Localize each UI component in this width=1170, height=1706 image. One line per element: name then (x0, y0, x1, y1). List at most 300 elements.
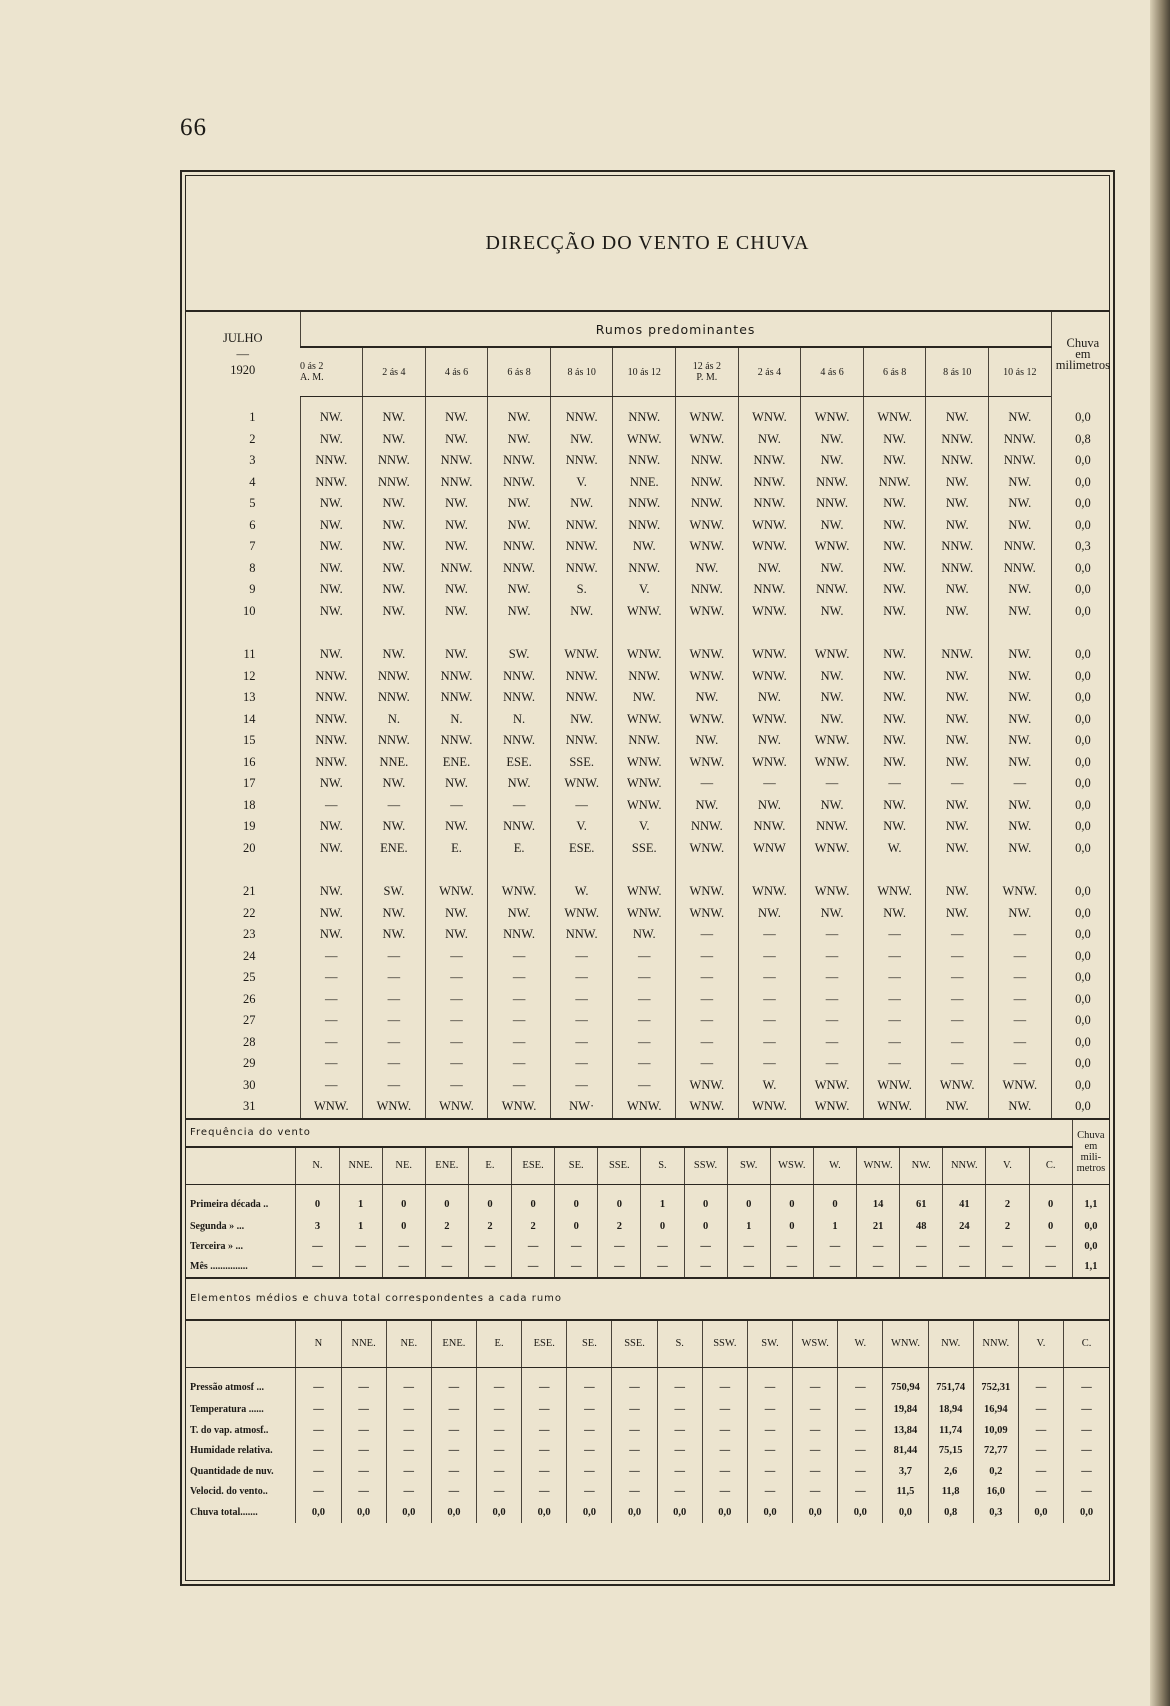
direction-cell: — (613, 989, 676, 1011)
frequency-cell: 0 (684, 1217, 727, 1237)
direction-cell: NNW. (738, 579, 801, 601)
day-cell: 31 (243, 1099, 256, 1114)
elements-cell: — (431, 1367, 476, 1400)
elements-cell: — (1064, 1461, 1109, 1482)
direction-cell: NW. (863, 903, 926, 925)
direction-cell: — (676, 1053, 739, 1075)
direction-cell: — (425, 946, 488, 968)
frequency-cell: 0 (468, 1184, 511, 1217)
direction-cell: NW. (926, 601, 989, 623)
frequency-cell: — (770, 1237, 813, 1257)
table-row (186, 773, 1114, 795)
direction-cell: W. (738, 1075, 801, 1097)
direction-cell: NW. (926, 881, 989, 903)
day-cell: 22 (243, 905, 256, 920)
elements-cell: — (657, 1420, 702, 1441)
direction-cell: NW. (863, 795, 926, 817)
direction-cell: NW. (488, 397, 551, 429)
direction-cell: WNW. (613, 644, 676, 666)
elements-cell: — (477, 1482, 522, 1503)
direction-cell: NNE. (363, 752, 426, 774)
elements-cell: — (386, 1482, 431, 1503)
direction-cell: — (488, 989, 551, 1011)
direction-cell: NNW. (863, 472, 926, 494)
table-row (186, 924, 1114, 946)
rain-cell: 0,0 (1051, 838, 1114, 860)
frequency-group-label: Frequência do vento (186, 1119, 1072, 1147)
direction-cell: — (300, 1010, 363, 1032)
elements-cell: — (431, 1441, 476, 1462)
table-row (186, 946, 1114, 968)
rain-cell: 0,0 (1051, 946, 1114, 968)
table-row (186, 795, 1114, 817)
direction-cell: NW. (300, 429, 363, 451)
day-cell: 27 (243, 1013, 256, 1028)
direction-cell: NW. (425, 773, 488, 795)
elements-cell: — (296, 1400, 341, 1421)
direction-cell: WNW. (863, 1075, 926, 1097)
elements-cell: — (477, 1400, 522, 1421)
rain-cell: 0,0 (1051, 795, 1114, 817)
elements-cell: — (386, 1367, 431, 1400)
elements-column-header: WSW. (793, 1320, 838, 1368)
frequency-cell: 0 (425, 1184, 468, 1217)
direction-cell: — (738, 773, 801, 795)
elements-corner (186, 1320, 296, 1368)
direction-cell: NNW. (613, 730, 676, 752)
direction-cell: NNW. (738, 450, 801, 472)
elements-column-header: ENE. (431, 1320, 476, 1368)
direction-cell: NNW. (613, 493, 676, 515)
direction-cell: — (613, 1053, 676, 1075)
frequency-cell: 0 (512, 1184, 555, 1217)
direction-cell: — (863, 1010, 926, 1032)
direction-cell: NW. (425, 644, 488, 666)
direction-cell: — (300, 946, 363, 968)
table-row (186, 1217, 1109, 1237)
day-cell: 7 (249, 539, 256, 554)
direction-cell: N. (488, 709, 551, 731)
elements-cell: — (793, 1461, 838, 1482)
elements-cell: — (341, 1420, 386, 1441)
direction-cell: NW. (363, 601, 426, 623)
day-cell: 26 (243, 991, 256, 1006)
frequency-cell: — (296, 1237, 339, 1257)
day-cell: 13 (243, 690, 256, 705)
elements-column-headers (186, 1320, 1109, 1368)
direction-cell: — (613, 967, 676, 989)
direction-cell: NW. (300, 397, 363, 429)
rain-cell: 0,0 (1051, 644, 1114, 666)
elements-column-header: S. (657, 1320, 702, 1368)
direction-cell: — (425, 1032, 488, 1054)
direction-cell: — (738, 946, 801, 968)
direction-cell: NW. (989, 579, 1052, 601)
elements-cell: — (702, 1482, 747, 1503)
direction-cell: NW. (989, 1096, 1052, 1118)
direction-cell: WNW. (676, 903, 739, 925)
direction-cell: NW. (801, 687, 864, 709)
direction-cell: N. (425, 709, 488, 731)
direction-cell: NW. (300, 903, 363, 925)
rain-cell: 1,1 (1072, 1184, 1109, 1217)
elements-cell: — (477, 1441, 522, 1462)
direction-cell: WNW. (676, 536, 739, 558)
table-row (186, 752, 1114, 774)
table-row (186, 1400, 1109, 1421)
direction-cell: NNW. (550, 397, 613, 429)
elements-cell: 0,8 (928, 1502, 973, 1523)
direction-cell: — (989, 1010, 1052, 1032)
direction-cell: NW. (363, 429, 426, 451)
elements-cell: — (612, 1441, 657, 1462)
elements-cell: — (296, 1441, 341, 1462)
direction-cell: NNW. (989, 558, 1052, 580)
table-row (186, 601, 1114, 623)
direction-cell: NW. (926, 795, 989, 817)
table-row (186, 1096, 1114, 1118)
elements-cell: — (657, 1367, 702, 1400)
direction-cell: NW. (863, 450, 926, 472)
direction-cell: NW. (863, 666, 926, 688)
day-cell: 28 (243, 1034, 256, 1049)
rain-cell: 0,3 (1051, 536, 1114, 558)
direction-cell: WNW. (738, 601, 801, 623)
period-header: 8 ás 10 (550, 347, 613, 397)
direction-cell: NNE. (613, 472, 676, 494)
direction-cell: NNW. (425, 472, 488, 494)
elements-cell: 750,94 (883, 1367, 928, 1400)
direction-cell: NNW. (801, 493, 864, 515)
direction-cell: — (363, 989, 426, 1011)
frequency-cell: 0 (813, 1184, 856, 1217)
direction-cell: NW. (613, 536, 676, 558)
frequency-cell: 1 (727, 1217, 770, 1237)
direction-cell: NW. (676, 730, 739, 752)
elements-cell: — (838, 1461, 883, 1482)
direction-cell: ENE. (363, 838, 426, 860)
elements-cell: 0,0 (1018, 1502, 1063, 1523)
elements-column-header: C. (1064, 1320, 1109, 1368)
elements-cell: — (793, 1400, 838, 1421)
direction-cell: WNW. (989, 881, 1052, 903)
direction-cell: NNW. (676, 493, 739, 515)
frequency-cell: — (943, 1237, 986, 1257)
elements-cell: — (567, 1400, 612, 1421)
direction-cell: WNW. (676, 1075, 739, 1097)
rain-cell: 0,0 (1072, 1237, 1109, 1257)
frequency-cell: — (512, 1257, 555, 1277)
elements-cell: — (612, 1461, 657, 1482)
day-cell: 25 (243, 970, 256, 985)
direction-cell: WNW. (801, 1096, 864, 1118)
frequency-cell: — (641, 1257, 684, 1277)
elements-cell: — (1018, 1367, 1063, 1400)
elements-cell: — (341, 1482, 386, 1503)
direction-cell: — (801, 989, 864, 1011)
direction-cell: NNW. (550, 515, 613, 537)
frequency-cell: — (382, 1237, 425, 1257)
direction-cell: E. (488, 838, 551, 860)
elements-column-header: N (296, 1320, 341, 1368)
rain-cell: 0,0 (1051, 666, 1114, 688)
direction-cell: V. (613, 816, 676, 838)
elements-cell: — (657, 1400, 702, 1421)
elements-cell: 18,94 (928, 1400, 973, 1421)
direction-cell: NW. (363, 579, 426, 601)
table-row (186, 838, 1114, 860)
elements-cell: — (793, 1482, 838, 1503)
direction-cell: — (926, 1010, 989, 1032)
elements-cell: — (702, 1367, 747, 1400)
period-header: 10 ás 12 (613, 347, 676, 397)
direction-cell: NNW. (989, 536, 1052, 558)
direction-cell: E. (425, 838, 488, 860)
book-spine-edge (1150, 0, 1170, 1706)
direction-cell: WNW. (300, 1096, 363, 1118)
frequency-column-header: NNW. (943, 1147, 986, 1185)
frequency-cell: 14 (857, 1184, 900, 1217)
direction-cell: NW. (801, 429, 864, 451)
rain-cell: 0,0 (1051, 1096, 1114, 1118)
elements-cell: — (341, 1441, 386, 1462)
day-cell: 5 (249, 496, 256, 511)
direction-cell: WNW. (676, 709, 739, 731)
direction-cell: NNW. (926, 429, 989, 451)
period-header: 4 ás 6 (425, 347, 488, 397)
table-row (186, 903, 1114, 925)
elements-cell: — (477, 1461, 522, 1482)
frequency-cell: 2 (512, 1217, 555, 1237)
rain-cell: 0,0 (1051, 881, 1114, 903)
direction-cell: NNW. (676, 816, 739, 838)
direction-cell: — (738, 924, 801, 946)
direction-cell: — (676, 1032, 739, 1054)
direction-cell: NW. (863, 687, 926, 709)
direction-cell: NW. (989, 903, 1052, 925)
frequency-column-header: NW. (900, 1147, 943, 1185)
day-cell: 16 (243, 754, 256, 769)
table-row (186, 1461, 1109, 1482)
direction-cell: — (488, 1032, 551, 1054)
frequency-cell: 2 (598, 1217, 641, 1237)
rain-cell: 0,0 (1051, 709, 1114, 731)
frequency-cell: — (339, 1237, 382, 1257)
rain-cell: 0,0 (1051, 816, 1114, 838)
frequency-cell: — (684, 1257, 727, 1277)
direction-cell: NW. (300, 773, 363, 795)
table-row (186, 1010, 1114, 1032)
direction-cell: WNW. (488, 881, 551, 903)
table-row (186, 397, 1114, 429)
direction-cell: NNW. (425, 687, 488, 709)
elements-cell: — (1064, 1482, 1109, 1503)
page-title: DIRECÇÃO DO VENTO E CHUVA (485, 231, 810, 254)
elements-cell: 11,5 (883, 1482, 928, 1503)
direction-cell: WNW. (613, 773, 676, 795)
wind-table-group-header (186, 312, 1114, 347)
table-row (186, 579, 1114, 601)
direction-cell: — (801, 1010, 864, 1032)
report-frame (180, 170, 1115, 1586)
direction-cell: WNW (738, 838, 801, 860)
rain-cell: 0,0 (1051, 515, 1114, 537)
elements-cell: — (1064, 1441, 1109, 1462)
direction-cell: NW. (926, 493, 989, 515)
direction-cell: NW. (989, 644, 1052, 666)
elements-cell: 0,0 (567, 1502, 612, 1523)
elements-cell: 16,94 (973, 1400, 1018, 1421)
row-label: Primeira década .. (190, 1199, 269, 1210)
direction-cell: NNW. (363, 687, 426, 709)
elements-cell: 0,0 (522, 1502, 567, 1523)
elements-cell: — (296, 1461, 341, 1482)
direction-cell: NW. (863, 579, 926, 601)
table-row (186, 644, 1114, 666)
frequency-cell: 0 (382, 1184, 425, 1217)
direction-cell: — (488, 1075, 551, 1097)
frequency-column-header: ENE. (425, 1147, 468, 1185)
frequency-cell: — (425, 1237, 468, 1257)
elements-cell: 0,0 (612, 1502, 657, 1523)
frequency-cell: — (296, 1257, 339, 1277)
frequency-column-header: WNW. (857, 1147, 900, 1185)
direction-cell: SSE. (613, 838, 676, 860)
elements-cell: — (1018, 1400, 1063, 1421)
elements-cell: — (1018, 1461, 1063, 1482)
direction-cell: WNW. (613, 795, 676, 817)
direction-cell: NNW. (488, 450, 551, 472)
direction-cell: NNW. (300, 709, 363, 731)
elements-cell: — (747, 1441, 792, 1462)
direction-cell: — (300, 989, 363, 1011)
elements-cell: 0,0 (747, 1502, 792, 1523)
elements-cell: 0,0 (838, 1502, 883, 1523)
direction-cell: NW. (300, 816, 363, 838)
rain-cell: 0,8 (1051, 429, 1114, 451)
elements-cell: — (702, 1461, 747, 1482)
frequency-column-header: ESE. (512, 1147, 555, 1185)
direction-cell: NW. (801, 666, 864, 688)
direction-cell: NNW. (738, 816, 801, 838)
direction-cell: NW. (989, 816, 1052, 838)
direction-cell: NW. (363, 515, 426, 537)
rain-cell: 0,0 (1051, 601, 1114, 623)
direction-cell: S. (550, 579, 613, 601)
direction-cell: V. (550, 472, 613, 494)
direction-cell: — (550, 1032, 613, 1054)
elements-cell: 0,2 (973, 1461, 1018, 1482)
frequency-cell: 2 (986, 1184, 1029, 1217)
elements-cell: 751,74 (928, 1367, 973, 1400)
elements-cell: — (296, 1420, 341, 1441)
direction-cell: WNW. (676, 1096, 739, 1118)
frequency-cell: 0 (1029, 1217, 1072, 1237)
direction-cell: — (488, 1010, 551, 1032)
elements-column-header: SSE. (612, 1320, 657, 1368)
frequency-cell: — (641, 1237, 684, 1257)
elements-cell: — (477, 1420, 522, 1441)
elements-cell: — (612, 1367, 657, 1400)
decade-gap (186, 859, 1114, 881)
elements-column-header: NNE. (341, 1320, 386, 1368)
elements-body (186, 1367, 1109, 1523)
wind-direction-body (186, 397, 1114, 1118)
rain-cell: 0,0 (1051, 472, 1114, 494)
direction-cell: WNW. (676, 666, 739, 688)
elements-cell: 0,0 (341, 1502, 386, 1523)
elements-cell: 0,0 (431, 1502, 476, 1523)
direction-cell: — (363, 795, 426, 817)
direction-cell: NNW. (989, 429, 1052, 451)
frequency-column-header: SW. (727, 1147, 770, 1185)
rain-cell: 0,0 (1072, 1217, 1109, 1237)
frequency-cell: — (813, 1257, 856, 1277)
direction-cell: WNW. (738, 644, 801, 666)
frequency-cell: — (425, 1257, 468, 1277)
elements-cell: — (838, 1441, 883, 1462)
day-cell: 14 (243, 711, 256, 726)
direction-cell: — (926, 967, 989, 989)
direction-cell: — (926, 1032, 989, 1054)
rain-cell: 0,0 (1051, 924, 1114, 946)
direction-cell: NW. (989, 493, 1052, 515)
direction-cell: NW. (926, 579, 989, 601)
elements-cell: 81,44 (883, 1441, 928, 1462)
direction-cell: NW. (738, 687, 801, 709)
direction-cell: SSE. (550, 752, 613, 774)
direction-cell: NNW. (989, 450, 1052, 472)
elements-column-header: WNW. (883, 1320, 928, 1368)
frequency-cell: 0 (598, 1184, 641, 1217)
elements-cell: 0,0 (793, 1502, 838, 1523)
direction-cell: WNW. (613, 752, 676, 774)
direction-cell: NW. (989, 601, 1052, 623)
frequency-cell: 0 (684, 1184, 727, 1217)
direction-cell: NW. (926, 397, 989, 429)
direction-cell: WNW. (676, 601, 739, 623)
direction-cell: — (550, 946, 613, 968)
day-cell: 29 (243, 1056, 256, 1071)
elements-cell: 75,15 (928, 1441, 973, 1462)
frequency-column-header: WSW. (770, 1147, 813, 1185)
direction-cell: — (926, 989, 989, 1011)
day-cell: 17 (243, 776, 256, 791)
table-row (186, 730, 1114, 752)
direction-cell: NNW. (550, 924, 613, 946)
direction-cell: — (363, 967, 426, 989)
elements-cell: — (1064, 1400, 1109, 1421)
direction-cell: NNW. (488, 536, 551, 558)
elements-cell: — (702, 1441, 747, 1462)
direction-cell: — (863, 946, 926, 968)
day-cell: 6 (249, 517, 256, 532)
row-label: Humidade relativa. (190, 1445, 273, 1457)
direction-cell: — (926, 773, 989, 795)
direction-cell: V. (550, 816, 613, 838)
direction-cell: WNW. (488, 1096, 551, 1118)
direction-cell: — (300, 967, 363, 989)
day-cell: 12 (243, 668, 256, 683)
direction-cell: NW. (801, 601, 864, 623)
decade-gap (186, 622, 1114, 644)
direction-cell: — (989, 946, 1052, 968)
table-row (186, 1184, 1109, 1217)
direction-cell: — (989, 967, 1052, 989)
direction-cell: WNW. (613, 709, 676, 731)
period-header-row (186, 347, 1114, 397)
direction-cell: — (488, 795, 551, 817)
